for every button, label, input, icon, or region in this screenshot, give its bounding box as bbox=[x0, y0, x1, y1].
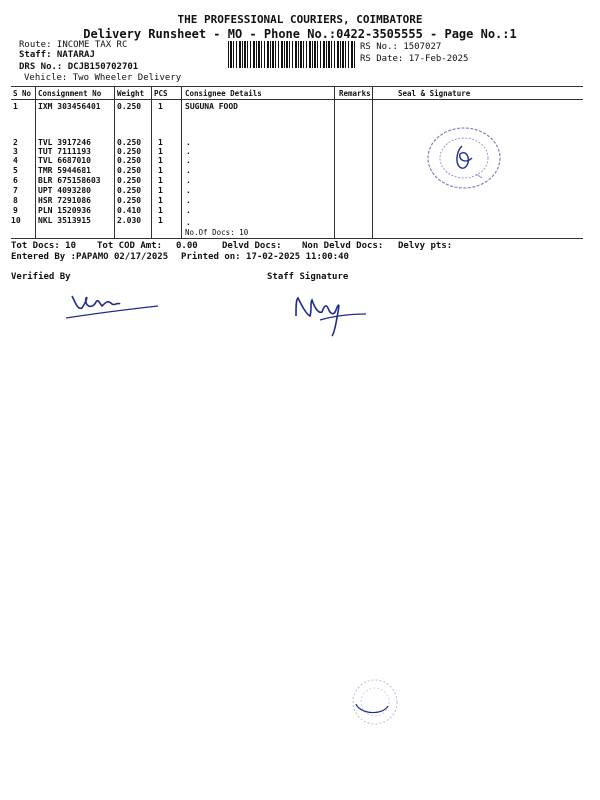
row-details: . bbox=[186, 218, 191, 227]
col-divider bbox=[181, 86, 182, 238]
row-sno: 1 bbox=[13, 102, 18, 111]
vehicle-label: Vehicle: Two Wheeler Delivery bbox=[24, 73, 182, 83]
row-sno: 6 bbox=[13, 176, 18, 185]
row-consignment: TVL 3917246 bbox=[38, 138, 91, 147]
row-details: . bbox=[186, 138, 191, 147]
staff-signature bbox=[290, 292, 370, 340]
header-pcs: PCS bbox=[154, 89, 168, 98]
row-pcs: 1 bbox=[158, 206, 163, 215]
header-sno: S No bbox=[13, 89, 32, 98]
row-pcs: 1 bbox=[158, 166, 163, 175]
col-divider bbox=[114, 86, 115, 238]
row-weight: 0.250 bbox=[117, 147, 142, 156]
row-sno: 8 bbox=[13, 196, 18, 205]
row-details: . bbox=[186, 166, 191, 175]
header-remarks: Remarks bbox=[339, 89, 371, 98]
row-consignment: PLN 1520936 bbox=[38, 206, 91, 215]
row-pcs: 1 bbox=[158, 156, 163, 165]
row-consignment: HSR 7291086 bbox=[38, 196, 91, 205]
row-details: . bbox=[186, 206, 191, 215]
delivered-docs: Delvd Docs: bbox=[222, 241, 282, 251]
non-delivered-docs: Non Delvd Docs: bbox=[302, 241, 384, 251]
row-details: . bbox=[186, 147, 191, 156]
company-seal-stamp bbox=[424, 124, 508, 194]
rs-date: RS Date: 17-Feb-2025 bbox=[360, 54, 469, 64]
delivery-points: Delvy pts: bbox=[398, 241, 453, 251]
entered-by: Entered By :PAPAMO 02/17/2025 bbox=[11, 252, 169, 262]
company-name: THE PROFESSIONAL COURIERS, COIMBATORE bbox=[177, 13, 423, 26]
col-divider bbox=[334, 86, 335, 238]
no-of-docs: No.Of Docs: 10 bbox=[185, 228, 249, 237]
total-docs: Tot Docs: 10 bbox=[11, 241, 77, 251]
row-pcs: 1 bbox=[158, 186, 163, 195]
barcode bbox=[228, 41, 355, 68]
staff-label: Staff: NATARAJ bbox=[19, 50, 95, 60]
row-pcs: 1 bbox=[158, 176, 163, 185]
header-consignment: Consignment No bbox=[38, 89, 102, 98]
row-consignment: TVL 6687010 bbox=[38, 156, 91, 165]
header-seal: Seal & Signature bbox=[398, 89, 471, 98]
table-header-border bbox=[11, 99, 583, 100]
row-details: SUGUNA FOOD bbox=[185, 102, 238, 111]
verified-by-signature bbox=[62, 288, 162, 324]
row-weight: 2.030 bbox=[117, 216, 142, 225]
route-label: Route: INCOME TAX RC bbox=[19, 40, 128, 50]
row-consignment: TMR 5944681 bbox=[38, 166, 91, 175]
runsheet-title: Delivery Runsheet - MO - Phone No.:0422-3505555 - Page No.:1 bbox=[83, 27, 517, 41]
printed-on: Printed on: 17-02-2025 11:00:40 bbox=[181, 252, 349, 262]
total-cod-label: Tot COD Amt: bbox=[97, 241, 163, 251]
row-pcs: 1 bbox=[158, 216, 163, 225]
row-weight: 0.250 bbox=[117, 166, 142, 175]
row-weight: 0.250 bbox=[117, 176, 142, 185]
row-details: . bbox=[186, 176, 191, 185]
row-sno: 2 bbox=[13, 138, 18, 147]
row-sno: 9 bbox=[13, 206, 18, 215]
row-pcs: 1 bbox=[158, 102, 163, 111]
row-details: . bbox=[186, 196, 191, 205]
row-sno: 7 bbox=[13, 186, 18, 195]
row-sno: 4 bbox=[13, 156, 18, 165]
col-divider bbox=[35, 86, 36, 238]
row-details: . bbox=[186, 156, 191, 165]
row-pcs: 1 bbox=[158, 196, 163, 205]
drs-number: DRS No.: DCJB150702701 bbox=[19, 62, 139, 72]
row-weight: 0.250 bbox=[117, 138, 142, 147]
row-sno: 5 bbox=[13, 166, 18, 175]
row-weight: 0.250 bbox=[117, 186, 142, 195]
row-weight: 0.410 bbox=[117, 206, 142, 215]
row-consignment: UPT 4093280 bbox=[38, 186, 91, 195]
table-bottom-border bbox=[11, 238, 583, 239]
header-weight: Weight bbox=[117, 89, 145, 98]
col-divider bbox=[151, 86, 152, 238]
row-weight: 0.250 bbox=[117, 102, 142, 111]
total-cod-value: 0.00 bbox=[176, 241, 198, 251]
rs-number: RS No.: 1507027 bbox=[360, 42, 442, 52]
col-divider bbox=[372, 86, 373, 238]
row-weight: 0.250 bbox=[117, 196, 142, 205]
header-consignee: Consignee Details bbox=[185, 89, 262, 98]
row-weight: 0.250 bbox=[117, 156, 142, 165]
faint-seal-arc bbox=[352, 700, 392, 720]
verified-by-label: Verified By bbox=[11, 272, 71, 282]
row-pcs: 1 bbox=[158, 138, 163, 147]
row-consignment: NKL 3513915 bbox=[38, 216, 91, 225]
staff-signature-label: Staff Signature bbox=[267, 272, 349, 282]
row-consignment: BLR 675158603 bbox=[38, 176, 101, 185]
row-pcs: 1 bbox=[158, 147, 163, 156]
table-top-border bbox=[11, 86, 583, 87]
row-sno: 10 bbox=[11, 216, 21, 225]
row-details: . bbox=[186, 186, 191, 195]
row-sno: 3 bbox=[13, 147, 18, 156]
row-consignment: TUT 7111193 bbox=[38, 147, 91, 156]
row-consignment: IXM 303456401 bbox=[38, 102, 101, 111]
